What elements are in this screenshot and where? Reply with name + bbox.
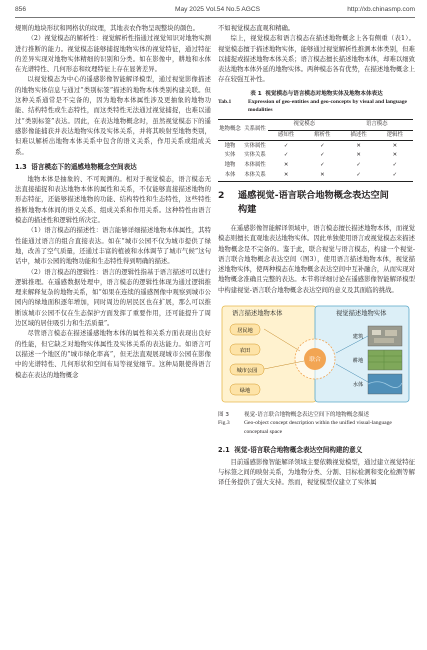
cell-attr: 本体属性 [244, 162, 266, 169]
cell-attr: 本体关系 [242, 171, 268, 181]
header-attr: 关系属性 [242, 119, 268, 141]
table-title: 视觉模态与语言模态对地物实体及地物本体表达 [265, 90, 383, 97]
section-title-line2: 构建 [238, 203, 257, 215]
cell-perception: ✕ [283, 162, 289, 169]
visual-items [353, 326, 402, 394]
paragraph-language: 地物本体是抽象的、不可观测的。相对于视觉模态，语言模态无法直接捕捉和表达地物本体的属性和关系，不仅能够直接描述地物的形态特征，还能够描述地物的功能、结构特性和生态特性，这些特性推断地物本体间的语义关系、组成关系和作用关系。这种特性由语言模态的描述性和逻辑性所决定。 [15, 175, 211, 225]
paragraph-section2-1: 目前遥感影像智能解译领域主要依赖视觉模型，通过建立视觉特征与标签之间的映射关系，为地物分类、分割、目标检测和变化检测等解译任务提供了强大支持。然而，视觉模型仅建立了实体属 [218, 458, 415, 487]
paragraph-language-limit: 尽管语言模态在描述遥感地物本体的属性和关系方面表现出良好的性能，但它缺乏对地物实体属性及实体关系的表达能力。如语言可以描述一个地区的“城市绿化率高”，但无法直观展现城市公园在影像中的光谱特性、几何形状和空间布局等视觉细节。这种局限使得语言模态在表达的地物概念 [15, 330, 211, 379]
paragraph-visual-analysis: （2）视觉模态的解析性：视觉解析性指通过视觉知识对地物实测进行推断的能力。视觉模态能够捕捉地物实体的视觉特征，通过特征的差异实现对地物实体精细的识别和分类。如在影像中，耕地和水体在光谱特性、几何形态和纹理特征上存在显著差异。 [15, 35, 211, 74]
figure-title-en: Geo-object concept description within the unified visual-language conceptual space [244, 420, 392, 435]
paragraph-section2: 在遥感影像智能解译领域中，语言模态擅长描述地物本体，而视觉模态则擅长直观地表达地物实体。因此单独使用语言或视觉模态来描述地物概念是不完备的。鉴于此，联合视觉与语言模态，构建一个视觉-语言联合地物概念表达空间（图3），使用语言描述地物本体，视觉描述地物实体，使两种模态在地物概念表达空间中互补融合，从而实现对地物概念准确且完整的表达。本节将详细讨论在遥感影像智能解译模型中构建视觉-语言联合地物概念表达空间的意义及其面临的挑战。 [218, 224, 415, 294]
cell-perception: ✕ [268, 171, 304, 181]
right-column [218, 24, 415, 489]
figure-label: 图 3 [218, 412, 229, 418]
visual-item: 建筑 [352, 334, 364, 340]
journal-url[interactable]: http://xb.chinasmp.com [347, 6, 415, 13]
section-heading-2 [218, 189, 415, 217]
cell-logic: ✓ [392, 162, 398, 169]
visual-space-label: 视觉描述地物实体 [336, 310, 387, 317]
figure-caption [218, 411, 415, 436]
cell-concept: 地物 [224, 162, 236, 169]
table-row [218, 151, 413, 161]
left-column [15, 24, 211, 381]
section-title-line1: 遥感视觉-语言联合地物概念表达空间 [238, 189, 389, 201]
joint-label: 联合 [309, 357, 321, 364]
section-title [238, 189, 389, 217]
cell-description: ✓ [356, 162, 361, 169]
paragraph-language-logic: （2）语言模态的逻辑性：语言的逻辑性指基于语言描述可以进行逻辑推理。在遥感数据处理中，语言模态的逻辑性体现为通过逻辑推理来解释复杂的地物关系，如“如果在连续的遥感图像中观察到城市公园内的绿地面积逐年增加，同时周边的居民区也在扩展，那么可以推断该城市公园不仅在生态保护方面发挥了重要作用，还可能提升了周边区域的居住吸引力和生活质量”。 [15, 268, 211, 328]
figure-3 [218, 304, 413, 406]
paragraph-visual-limit: 以视觉模态为中心的遥感影像智能解译模型，通过视觉影像描述的地物实体信息与通过“类别标签”描述的地物本体类别构建关联。但这种关系通常是不完备的，因为地物本体属性涉及更抽象的地物功能、结构特性或生态特性，而这类特性无法通过视觉捕捉，也难以通过“类别标签”表达。因此，在表达地物概念时，虽然视觉模态下的遥感影像能捕获并表达地物实体及实体关系，并将其映射至地物类别，但难以解析出地物本体关系中包含的语义关系，作用关系或组成关系。 [15, 76, 211, 156]
cell-attr: 实体关系 [244, 152, 266, 159]
cell-attr: 实体属性 [244, 142, 266, 149]
running-header [15, 6, 415, 16]
cell-logic: ✓ [377, 171, 413, 181]
cell-perception: ✓ [283, 152, 289, 159]
cell-concept: 本体 [218, 171, 242, 181]
cell-perception: ✓ [283, 142, 289, 149]
figure-title: 视觉-语言联合地物概念表达空间下的地物概念描述 [244, 412, 370, 418]
modality-table [218, 119, 413, 182]
paragraph-intro: 规则的地块形状和网格状的纹理，其地表农作物呈现整块的颜色。 [15, 25, 199, 32]
cell-description: ✕ [356, 142, 361, 149]
language-item: 农田 [239, 347, 251, 354]
visual-item: 耕地 [352, 358, 364, 364]
language-space-label: 语言描述地物本体 [232, 310, 283, 317]
section-number: 1.3 [15, 162, 27, 171]
section-title: 视觉-语言联合地物概念表达空间构建的意义 [234, 445, 363, 454]
header-logic: 逻辑性 [377, 130, 413, 141]
table-label-en: Tab.1 [218, 99, 232, 106]
table-caption [218, 90, 415, 115]
visual-item: 水体 [352, 382, 364, 388]
header-analysis: 解析性 [304, 130, 340, 141]
header-perception: 感知性 [268, 130, 304, 141]
section-title: 语言模态下的遥感地物概念空间表达 [31, 162, 137, 171]
header-rule [15, 17, 415, 18]
language-item: 居民地 [237, 327, 253, 334]
cell-concept: 实体 [224, 152, 236, 159]
journal-info: May 2025 Vol.54 No.5 AGCS [175, 6, 261, 13]
header-language: 语言模态 [341, 119, 414, 130]
section-heading-2-1 [218, 445, 415, 455]
cell-description: ✕ [356, 152, 361, 159]
language-item: 绿地 [239, 387, 251, 394]
figure-label-en: Fig.3 [218, 420, 230, 427]
concept-space-diagram [218, 304, 413, 406]
cell-analysis: ✕ [304, 171, 340, 181]
header-visual: 视觉模态 [268, 119, 341, 130]
table-title-en: Expression of geo-entities and geo-concepts by visual and language modalities [248, 99, 408, 114]
table-row [218, 141, 413, 151]
section-number: 2.1 [218, 445, 230, 454]
section-heading-1-3 [15, 162, 211, 172]
cell-analysis: ✓ [320, 142, 325, 149]
cell-description: ✓ [341, 171, 377, 181]
table-row [218, 171, 413, 181]
paragraph-summary: 综上，视觉模态和语言模态在描述地物概念上各有侧重（表1）。视觉模态擅于描述地物实体，能够通过视觉解析性推测本体类别，但难以捕捉或描述地物本体关系；语言模态擅长描述地物本体，却难以细致表达地物本体外延的地物实体。两种模态各有优势，在描述地物概念上存在较强互补性。 [218, 35, 415, 84]
paragraph-continued: 不如视觉模态直观和精确。 [218, 25, 295, 32]
header-description: 描述性 [341, 130, 377, 141]
section-number: 2 [218, 189, 225, 201]
table-row [218, 161, 413, 171]
table-label: 表 1 [250, 90, 262, 97]
page-number: 856 [15, 6, 27, 13]
cell-analysis: ✓ [320, 162, 325, 169]
paragraph-language-descriptive: （1）语言模态的描述性：语言能够详细描述地物本体属性，其特性能通过语言的组合直接表达。如在“城市公园不仅为城市提供了绿地，改善了空气质量，还通过丰富的植被和水体调节了城市气候”这句话中，城市公园的地物功能和生态特性得到明确的描述。 [15, 227, 211, 266]
language-item: 城市公园 [236, 367, 258, 374]
cell-logic: ✕ [392, 152, 398, 159]
cell-concept: 地物 [224, 142, 236, 149]
cell-analysis: ✓ [320, 152, 325, 159]
cell-logic: ✕ [392, 142, 398, 149]
header-concept: 地物概念 [218, 119, 242, 141]
